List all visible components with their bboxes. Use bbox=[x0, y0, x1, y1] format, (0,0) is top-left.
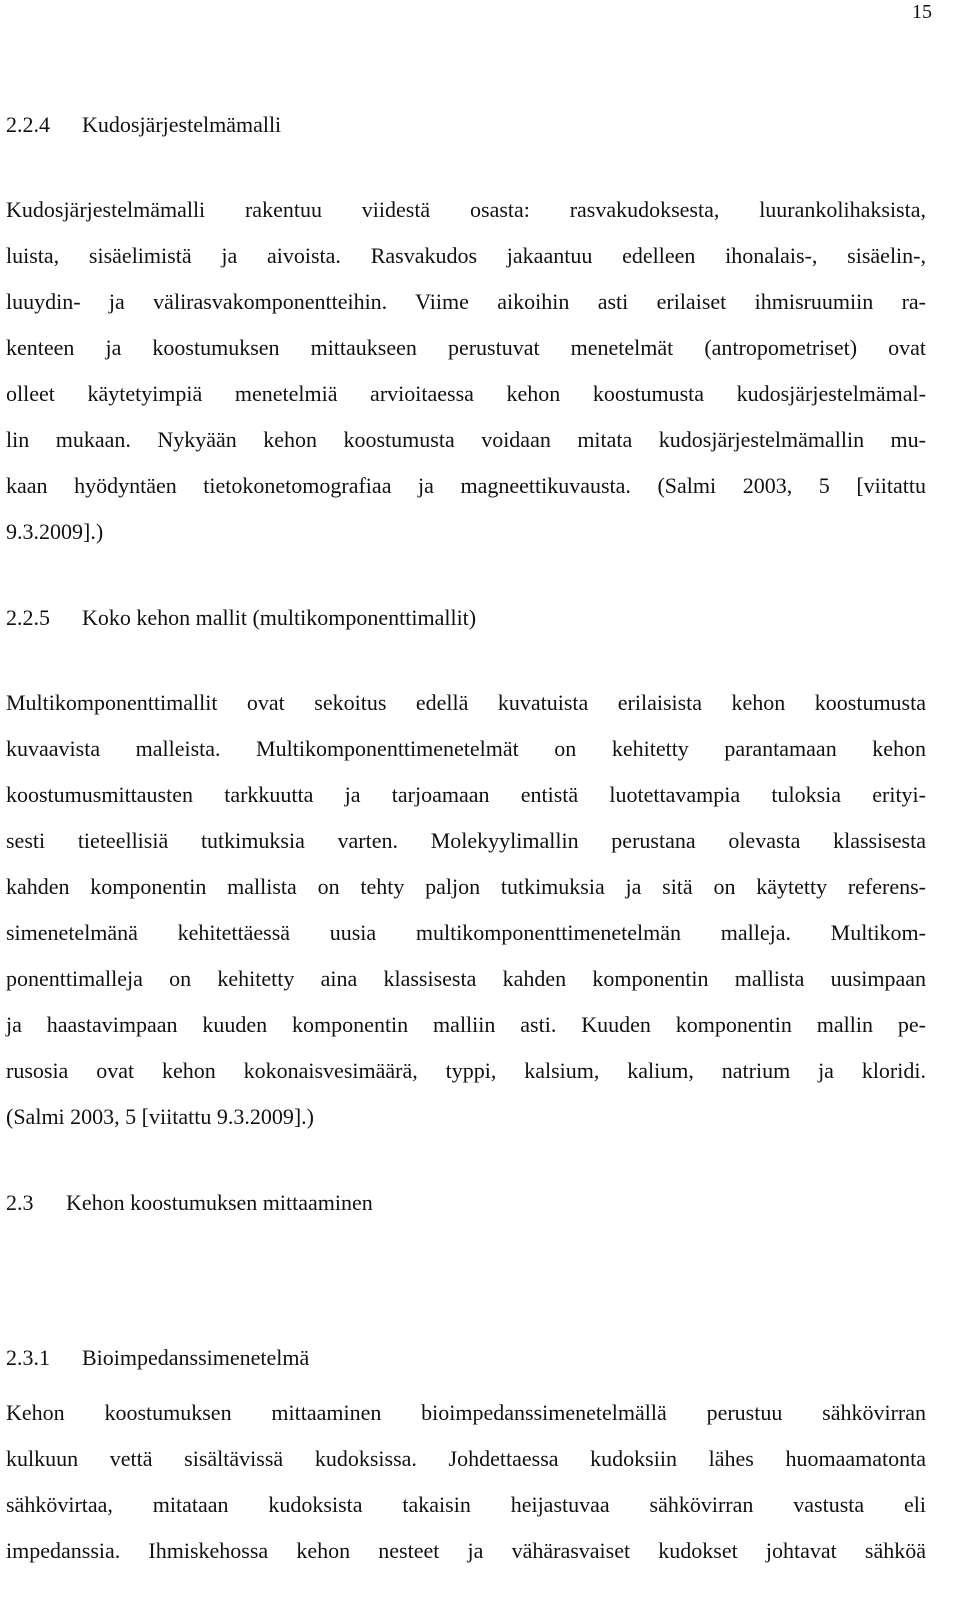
paragraph-line: sähkövirtaa, mitataan kudoksista takaisin heijastuvaa sähkövirran vastusta eli bbox=[6, 1492, 926, 1517]
paragraph-kudosjarjestelmamalli bbox=[6, 187, 926, 555]
paragraph-line: koostumusmittausten tarkkuutta ja tarjoamaan entistä luotettavampia tuloksia erityi- bbox=[6, 782, 926, 807]
paragraph-line: kenteen ja koostumuksen mittaukseen perustuvat menetelmät (antropometriset) ovat bbox=[6, 335, 926, 360]
section-title: Kudosjärjestelmämalli bbox=[82, 112, 282, 137]
section-heading-2-2-4 bbox=[6, 111, 281, 139]
section-heading-2-3-1 bbox=[6, 1344, 309, 1372]
section-heading-2-3 bbox=[6, 1189, 373, 1217]
section-title: Koko kehon mallit (multikomponenttimallit) bbox=[82, 605, 477, 630]
paragraph-line: (Salmi 2003, 5 [viitattu 9.3.2009].) bbox=[6, 1104, 314, 1129]
section-title: Bioimpedanssimenetelmä bbox=[82, 1345, 310, 1370]
paragraph-bioimpedanssimenetelma bbox=[6, 1390, 926, 1574]
section-number: 2.3.1 bbox=[6, 1345, 50, 1370]
paragraph-line: kaan hyödyntäen tietokonetomografiaa ja magneettikuvausta. (Salmi 2003, 5 [viitattu bbox=[6, 473, 926, 498]
paragraph-line: kahden komponentin mallista on tehty paljon tutkimuksia ja sitä on käytetty referens- bbox=[6, 874, 926, 899]
section-number: 2.3 bbox=[6, 1190, 34, 1215]
paragraph-multikomponenttimallit bbox=[6, 680, 926, 1140]
paragraph-line: impedanssia. Ihmiskehossa kehon nesteet ja vähärasvaiset kudokset johtavat sähköä bbox=[6, 1538, 926, 1563]
section-heading-2-2-5 bbox=[6, 604, 476, 632]
paragraph-line: luuydin- ja välirasvakomponentteihin. Viime aikoihin asti erilaiset ihmisruumiin ra- bbox=[6, 289, 926, 314]
paragraph-line: rusosia ovat kehon kokonaisvesimäärä, typpi, kalsium, kalium, natrium ja kloridi. bbox=[6, 1058, 926, 1083]
paragraph-line: ponenttimalleja on kehitetty aina klassisesta kahden komponentin mallista uusimpaan bbox=[6, 966, 926, 991]
paragraph-line: Kehon koostumuksen mittaaminen bioimpedanssimenetelmällä perustuu sähkövirran bbox=[6, 1400, 926, 1425]
page-number: 15 bbox=[912, 1, 932, 23]
section-title: Kehon koostumuksen mittaaminen bbox=[66, 1190, 373, 1215]
paragraph-line: luista, sisäelimistä ja aivoista. Rasvakudos jakaantuu edelleen ihonalais-, sisäelin-, bbox=[6, 243, 926, 268]
section-number: 2.2.5 bbox=[6, 605, 50, 630]
paragraph-line: Multikomponenttimallit ovat sekoitus edellä kuvatuista erilaisista kehon koostumusta bbox=[6, 690, 926, 715]
paragraph-line: Kudosjärjestelmämalli rakentuu viidestä osasta: rasvakudoksesta, luurankolihaksista, bbox=[6, 197, 926, 222]
paragraph-line: kulkuun vettä sisältävissä kudoksissa. Johdettaessa kudoksiin lähes huomaamatonta bbox=[6, 1446, 926, 1471]
section-number: 2.2.4 bbox=[6, 112, 50, 137]
paragraph-line: sesti tieteellisiä tutkimuksia varten. Molekyylimallin perustana olevasta klassisesta bbox=[6, 828, 926, 853]
paragraph-line: simenetelmänä kehitettäessä uusia multikomponenttimenetelmän malleja. Multikom- bbox=[6, 920, 926, 945]
paragraph-line: lin mukaan. Nykyään kehon koostumusta voidaan mitata kudosjärjestelmämallin mu- bbox=[6, 427, 926, 452]
paragraph-line: 9.3.2009].) bbox=[6, 519, 104, 544]
paragraph-line: olleet käytetyimpiä menetelmiä arvioitaessa kehon koostumusta kudosjärjestelmämal- bbox=[6, 381, 926, 406]
paragraph-line: kuvaavista malleista. Multikomponenttimenetelmät on kehitetty parantamaan kehon bbox=[6, 736, 926, 761]
paragraph-line: ja haastavimpaan kuuden komponentin malliin asti. Kuuden komponentin mallin pe- bbox=[6, 1012, 926, 1037]
